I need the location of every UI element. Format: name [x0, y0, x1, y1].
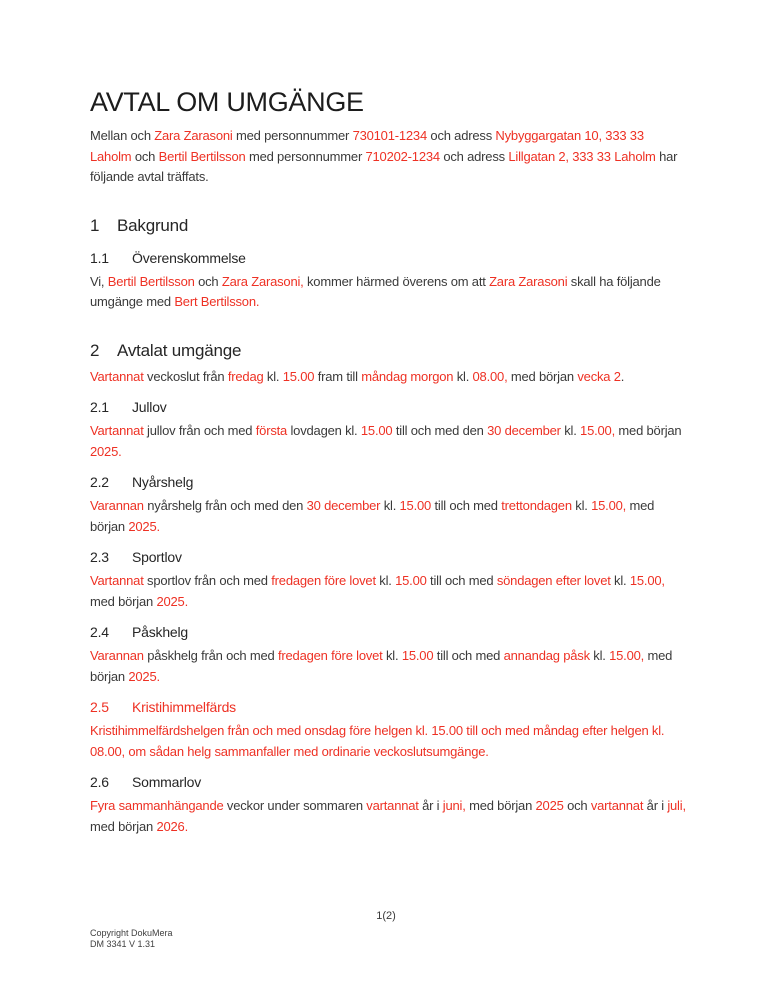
- fill-in-value: trettondagen: [501, 498, 572, 513]
- static-text: till och med den: [392, 423, 488, 438]
- static-text: kl.: [380, 498, 400, 513]
- static-text: jullov från och med: [143, 423, 256, 438]
- fill-in-value: måndag morgon: [361, 368, 454, 384]
- paragraph: [90, 646, 688, 687]
- footer-copyright: [90, 928, 173, 950]
- fill-in-value: Zara Zarasoni,: [221, 273, 304, 289]
- heading-number: 2.4: [90, 624, 109, 640]
- static-text: veckoslut från: [143, 368, 228, 384]
- version-line: DM 3341 V 1.31: [90, 939, 156, 949]
- subsection-heading: [90, 472, 688, 492]
- paragraph: [90, 496, 688, 537]
- fill-in-value: 15.00,: [591, 498, 627, 513]
- subsection-heading: [90, 397, 688, 417]
- subsection-heading: [90, 622, 688, 642]
- fill-in-value: fredag: [227, 368, 264, 384]
- static-text: har följande avtal träffats.: [90, 148, 678, 184]
- static-text: till och med: [433, 648, 504, 663]
- static-text: kl.: [263, 368, 283, 384]
- heading-title: Bakgrund: [117, 215, 189, 235]
- paragraph: [90, 367, 688, 388]
- fill-in-value: 710202-1234: [365, 148, 440, 164]
- static-text: Mellan och: [90, 128, 155, 143]
- heading-number: 2: [90, 340, 100, 360]
- fill-in-value: juni,: [442, 798, 466, 813]
- paragraph: [90, 571, 688, 612]
- static-text: med början: [615, 423, 682, 438]
- fill-in-value: 2025.: [90, 443, 122, 459]
- heading-title: Påskhelg: [132, 624, 188, 640]
- static-text: år i: [418, 798, 443, 813]
- sections-container: [90, 214, 688, 838]
- section-heading: [90, 214, 688, 238]
- intro-paragraph: [90, 126, 688, 188]
- static-text: och: [194, 273, 222, 289]
- static-text: med personnummer: [232, 128, 353, 143]
- fill-in-value: 15.00: [399, 498, 432, 513]
- document-title: AVTAL OM UMGÄNGE: [90, 87, 364, 117]
- subsection-heading: [90, 772, 688, 792]
- fill-in-value: 730101-1234: [352, 128, 427, 143]
- fill-in-value: vartannat: [590, 798, 644, 813]
- paragraph: [90, 721, 688, 762]
- static-text: med början: [90, 498, 655, 534]
- fill-in-value: annandag påsk: [503, 648, 590, 663]
- static-text: veckor under sommaren: [223, 798, 367, 813]
- static-text: sportlov från och med: [143, 573, 272, 588]
- document-content: [90, 86, 688, 837]
- static-text: påskhelg från och med: [143, 648, 278, 663]
- heading-number: 2.1: [90, 399, 109, 415]
- static-text: .: [620, 368, 625, 384]
- fill-in-value: juli,: [667, 798, 686, 813]
- heading-title: Avtalat umgänge: [117, 340, 242, 360]
- fill-in-value: 30 december: [487, 423, 561, 438]
- paragraph: [90, 796, 688, 837]
- fill-in-value: Varannan: [90, 648, 144, 663]
- static-text: år i: [643, 798, 668, 813]
- fill-in-value: 15.00: [395, 573, 427, 588]
- static-text: och adress: [427, 128, 496, 143]
- fill-in-value: 15.00,: [580, 423, 615, 438]
- fill-in-value: Bert Bertilsson.: [174, 294, 260, 309]
- static-text: med början: [90, 648, 673, 684]
- static-text: och: [563, 798, 591, 813]
- fill-in-value: Bertil Bertilsson: [158, 148, 246, 164]
- fill-in-value: 2025: [535, 798, 564, 813]
- static-text: kommer härmed överens om att: [303, 273, 490, 289]
- subsection-heading: [90, 697, 688, 717]
- fill-in-value: Zara Zarasoni: [489, 273, 568, 289]
- fill-in-value: Varannan: [90, 498, 144, 513]
- fill-in-value: Vartannat: [90, 573, 144, 588]
- paragraph: [90, 421, 688, 462]
- fill-in-value: Nybyggargatan 10, 333 33 Laholm: [90, 128, 644, 164]
- static-text: Vi,: [90, 273, 108, 289]
- heading-title: Jullov: [132, 399, 167, 415]
- fill-in-value: 15.00,: [609, 648, 645, 663]
- fill-in-value: Fyra sammanhängande: [90, 798, 224, 813]
- static-text: kl.: [610, 573, 630, 588]
- static-text: kl.: [453, 368, 473, 384]
- heading-number: 2.3: [90, 549, 109, 565]
- fill-in-value: Bertil Bertilsson: [107, 273, 195, 289]
- fill-in-value: vecka 2: [577, 368, 621, 384]
- section-heading: [90, 339, 688, 363]
- fill-in-value: Vartannat: [90, 423, 144, 438]
- fill-in-value: första: [255, 423, 288, 438]
- heading-title: Nyårshelg: [132, 474, 194, 490]
- heading-number: 2.6: [90, 774, 109, 790]
- static-text: fram till: [314, 368, 362, 384]
- fill-in-value: fredagen före lovet: [271, 573, 376, 588]
- fill-in-value: fredagen före lovet: [277, 648, 383, 663]
- fill-in-value: 2025.: [156, 593, 188, 609]
- heading-title: Sportlov: [132, 549, 182, 565]
- fill-in-value: 2025.: [128, 668, 160, 684]
- fill-in-value: 15.00: [360, 423, 393, 438]
- static-text: lovdagen kl.: [287, 423, 361, 438]
- heading-number: 2.2: [90, 474, 109, 490]
- fill-in-value: Zara Zarasoni: [154, 128, 233, 143]
- heading-title: Överenskommelse: [132, 249, 246, 266]
- fill-in-value: Lillgatan 2, 333 33 Laholm: [508, 148, 656, 164]
- static-text: till och med: [426, 573, 497, 588]
- static-text: kl.: [571, 498, 592, 513]
- static-text: med personnummer: [245, 148, 366, 164]
- static-text: nyårshelg från och med den: [143, 498, 307, 513]
- fill-in-value: 2026.: [156, 818, 188, 834]
- static-text: med början: [90, 593, 157, 609]
- static-text: med början: [465, 798, 536, 813]
- static-text: kl.: [375, 573, 396, 588]
- static-text: skall ha följande umgänge med: [90, 273, 661, 309]
- fill-in-value: 15.00: [401, 648, 434, 663]
- subsection-heading: [90, 547, 688, 567]
- heading-number: 1: [90, 215, 100, 235]
- fill-in-value: 2025.: [128, 518, 160, 534]
- fill-in-value: 08.00,: [472, 368, 508, 384]
- fill-in-value: Vartannat: [90, 368, 144, 384]
- static-text: kl.: [382, 648, 402, 663]
- copyright-line: Copyright DokuMera: [90, 928, 173, 938]
- heading-title: Kristihimmelfärds: [132, 699, 236, 715]
- heading-title: Sommarlov: [132, 774, 201, 790]
- page-number: 1(2): [376, 910, 396, 922]
- static-text: med början: [90, 818, 157, 834]
- heading-number: 2.5: [90, 699, 109, 715]
- static-text: kl.: [589, 648, 610, 663]
- static-text: och: [131, 148, 159, 164]
- static-text: kl.: [560, 423, 581, 438]
- heading-number: 1.1: [90, 249, 109, 266]
- subsection-heading: [90, 248, 688, 268]
- fill-in-value: 15.00,: [629, 573, 665, 588]
- static-text: och adress: [439, 148, 509, 164]
- static-text: till och med: [431, 498, 502, 513]
- paragraph: [90, 272, 688, 313]
- fill-in-value: 30 december: [306, 498, 381, 513]
- fill-in-value: söndagen efter lovet: [496, 573, 611, 588]
- static-text: med början: [507, 368, 578, 384]
- fill-in-value: 15.00: [282, 368, 315, 384]
- fill-in-value: vartannat: [366, 798, 419, 813]
- fill-in-value: Kristihimmelfärdshelgen från och med onsdag före helgen kl. 15.00 till och med måndag efter helgen kl. 08.00, om sådan helg sammanfaller med ordinarie veckoslutsumgänge.: [90, 723, 665, 759]
